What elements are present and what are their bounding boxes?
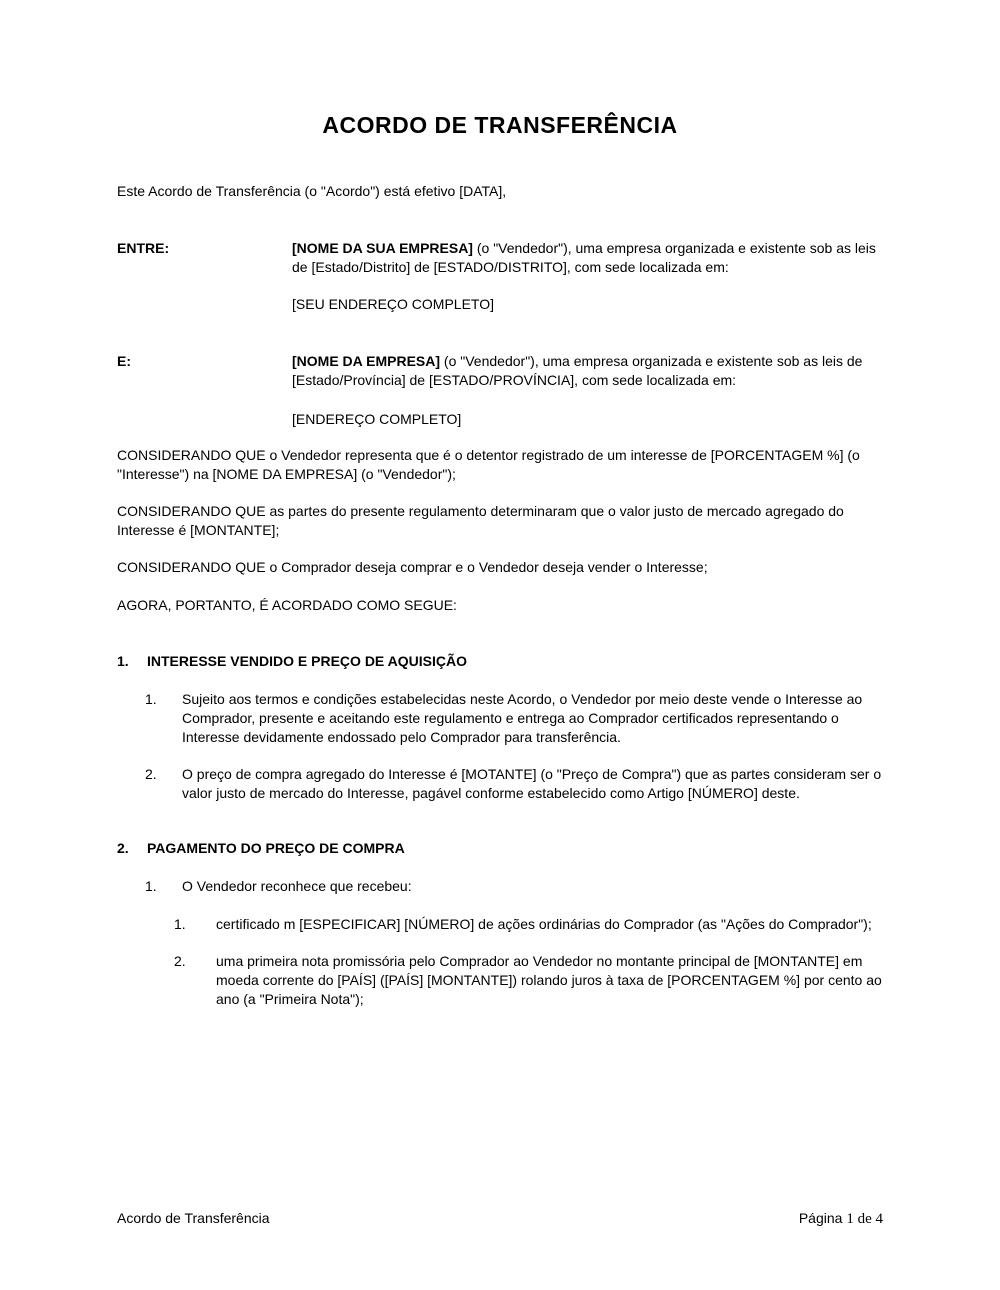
footer-document-title: Acordo de Transferência bbox=[117, 1210, 270, 1226]
closing-recital: AGORA, PORTANTO, É ACORDADO COMO SEGUE: bbox=[117, 597, 457, 613]
item-number: 2. bbox=[174, 953, 186, 969]
list-item-2-1-2 bbox=[174, 952, 883, 1009]
list-item-1-1 bbox=[145, 690, 883, 747]
party-description-rest: (o "Vendedor"), uma empresa organizada e existente sob as leis de [Estado/Província] de [ESTADO/PROVÍNCIA], com sede localizada em: bbox=[292, 353, 863, 388]
section-1-heading bbox=[117, 652, 883, 671]
party-company-name: [NOME DA SUA EMPRESA] bbox=[292, 240, 473, 256]
recital-paragraph-1: CONSIDERANDO QUE o Vendedor representa que é o detentor registrado de um interesse de [PORCENTAGEM %] (o "Interesse") na [NOME DA EMPRESA] (o "Vendedor"); bbox=[117, 447, 860, 482]
page-number bbox=[799, 1209, 883, 1229]
party-address: [SEU ENDEREÇO COMPLETO] bbox=[292, 296, 495, 312]
page-title: ACORDO DE TRANSFERÊNCIA bbox=[322, 112, 678, 138]
party-row-between bbox=[117, 239, 883, 314]
section-number: 2. bbox=[117, 840, 129, 856]
party-description bbox=[292, 239, 883, 277]
item-text: Sujeito aos termos e condições estabelecidas neste Acordo, o Vendedor por meio deste vende o Interesse ao Comprador, presente e aceitando este regulamento e entrega ao Comprador certificados representando o Interesse devidamente endossado pelo Comprador para transferência. bbox=[182, 691, 863, 745]
section-title: PAGAMENTO DO PREÇO DE COMPRA bbox=[147, 840, 405, 856]
item-number: 1. bbox=[174, 916, 186, 932]
party-label-and: E: bbox=[117, 353, 131, 369]
section-title: INTERESSE VENDIDO E PREÇO DE AQUISIÇÃO bbox=[147, 653, 467, 669]
party-description bbox=[292, 352, 883, 390]
list-item-2-1-1 bbox=[174, 915, 883, 934]
document-content bbox=[0, 112, 1000, 1009]
party-row-and bbox=[117, 352, 883, 429]
party-description-rest: (o "Vendedor"), uma empresa organizada e existente sob as leis de [Estado/Distrito] de [ESTADO/DISTRITO], com sede localizada em: bbox=[292, 240, 876, 275]
section-number: 1. bbox=[117, 653, 129, 669]
party-label-between: ENTRE: bbox=[117, 240, 170, 256]
item-number: 2. bbox=[145, 766, 157, 782]
item-text: certificado m [ESPECIFICAR] [NÚMERO] de ações ordinárias do Comprador (as "Ações do Comprador"); bbox=[216, 916, 872, 932]
party-address: [ENDEREÇO COMPLETO] bbox=[292, 411, 462, 427]
item-text: O preço de compra agregado do Interesse é [MOTANTE] (o "Preço de Compra") que as partes consideram ser o valor justo de mercado do Interesse, pagável conforme estabelecido como Artigo [NÚMERO] deste. bbox=[182, 766, 882, 801]
recital-paragraph-2: CONSIDERANDO QUE as partes do presente regulamento determinaram que o valor justo de mercado agregado do Interesse é [MONTANTE]; bbox=[117, 503, 844, 538]
party-company-name: [NOME DA EMPRESA] bbox=[292, 353, 441, 369]
section-2-heading bbox=[117, 839, 883, 858]
item-text: uma primeira nota promissória pelo Comprador ao Vendedor no montante principal de [MONTANTE] em moeda corrente do [PAÍS] ([PAÍS] [MONTANTE]) rolando juros à taxa de [PORCENTAGEM %] por cento ao ano (a "Primeira Nota"); bbox=[216, 953, 882, 1007]
recital-paragraph-3: CONSIDERANDO QUE o Comprador deseja comprar e o Vendedor deseja vender o Interesse; bbox=[117, 559, 708, 575]
item-number: 1. bbox=[145, 691, 157, 707]
page-number-label: Página bbox=[798, 1210, 843, 1226]
list-item-2-1 bbox=[145, 877, 883, 896]
page-number-value: 1 de 4 bbox=[846, 1211, 883, 1227]
page-footer bbox=[117, 1209, 883, 1229]
intro-paragraph: Este Acordo de Transferência (o "Acordo") está efetivo [DATA], bbox=[117, 183, 507, 199]
list-item-1-2 bbox=[145, 765, 883, 803]
party-body-between bbox=[292, 239, 883, 314]
item-number: 1. bbox=[145, 878, 157, 894]
item-text: O Vendedor reconhece que recebeu: bbox=[182, 878, 412, 894]
party-body-and bbox=[292, 352, 883, 429]
